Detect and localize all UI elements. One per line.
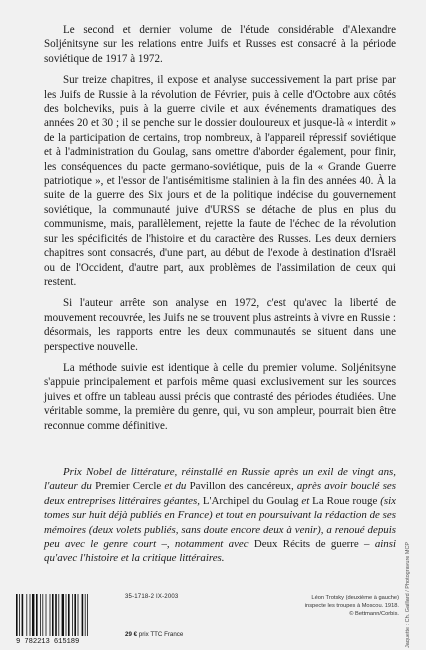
price-amount: 29 € — [125, 631, 138, 638]
price-label: prix TTC France — [137, 631, 184, 638]
bio-text: et — [298, 494, 313, 507]
bio-text: et du — [161, 480, 190, 493]
caption-line: inspecte les troupes à Moscou. 1918. — [304, 602, 399, 609]
work-title: L'Archipel du Goulag — [202, 494, 299, 507]
work-title: Deux Récits de guerre — [253, 538, 359, 551]
summary-text — [44, 23, 396, 440]
work-title: Premier Cercle — [95, 480, 162, 493]
catalog-code: 35-1718-2 IX-2003 — [125, 594, 179, 600]
work-title: Pavillon des cancéreux — [189, 480, 291, 493]
work-title: La Roue rouge — [312, 494, 378, 507]
caption-line: © Bettmann/Corbis. — [349, 610, 399, 617]
author-bio — [44, 465, 396, 566]
bio-text: (six tomes sur huit déjà publiés en France) et tout en poursuivant la rédaction de ses mémoires (deux volets publiés, sans doute encore deux à venir), a renoué depuis peu avec le genre court –, notamment avec — [44, 494, 396, 551]
price — [125, 631, 183, 638]
barcode — [14, 594, 214, 644]
barcode-graphic — [14, 594, 94, 638]
paragraph-method: La méthode suivie est identique à celle du premier volume. Soljénitsyne s'appuie principalement et parfois même quasi exclusivement sur les sources juives et offre un tableau aussi précis que contrasté des périodes étudiées. Une véritable somme, la première du genre, qui, vu son ampleur, pourrait bien être reconnue comme définitive. — [44, 361, 396, 432]
bio-text: Prix Nobel de littérature, réinstallé en Russie après un exil de vingt ans, l'auteur du — [44, 466, 396, 493]
photo-caption — [277, 595, 399, 618]
paragraph-chapters: Sur treize chapitres, il expose et analyse successivement la part prise par les Juifs de Russie à la révolution de Février, puis à celle d'Octobre aux côtés des bolcheviks, puis à la guerre civile et aux événements dramatiques des années 20 et 30 ; il se penche sur le dossier douloureux et jusque-là « interdit » de la participation de certains, trop nombreux, à l'appareil répressif soviétique et à l'administration du Goulag, sans omettre d'aborder également, pour finir, les conséquences du pacte germano-soviétique, puis de la « Grande Guerre patriotique », et l'essor de l'antisémitisme stalinien à la fin des années 40. À la suite de la guerre des Six jours et de la politique indécise du gouvernement soviétique, la communauté juive d'URSS se détache de plus en plus du communisme, mais, parallèlement, rejette la faute de l'échec de la révolution sur les spécificités de l'histoire et du caractère des Russes. Les deux derniers chapitres sont consacrés, d'une part, au début de l'exode à destination d'Israël ou de l'Occident, d'autre part, aux problèmes de l'assimilation de ceux qui restent. — [44, 74, 396, 288]
paragraph-intro: Le second et dernier volume de l'étude considérable d'Alexandre Soljénitsyne sur les relations entre Juifs et Russes est consacré à la période soviétique de 1917 à 1972. — [44, 24, 396, 65]
bio-text: , après avoir bouclé ses deux entreprises littéraires géantes, — [44, 480, 397, 507]
isbn-digits: 9 782213 615189 — [16, 638, 80, 646]
side-credit: Jaquette : Ch. Gaillard / Photogravure MCP — [405, 541, 411, 648]
paragraph-1972: Si l'auteur arrête son analyse en 1972, c'est qu'avec la liberté de mouvement recouvrée, les Juifs ne se trouvent plus astreints à vivre en Russie : désormais, les rapports entre les deux communautés se situent dans une perspective nouvelle. — [44, 297, 396, 353]
caption-line: Léon Trotsky (deuxième à gauche) — [311, 595, 399, 601]
bio-text: – ainsi qu'avec l'histoire et la critique littéraires. — [44, 538, 396, 565]
